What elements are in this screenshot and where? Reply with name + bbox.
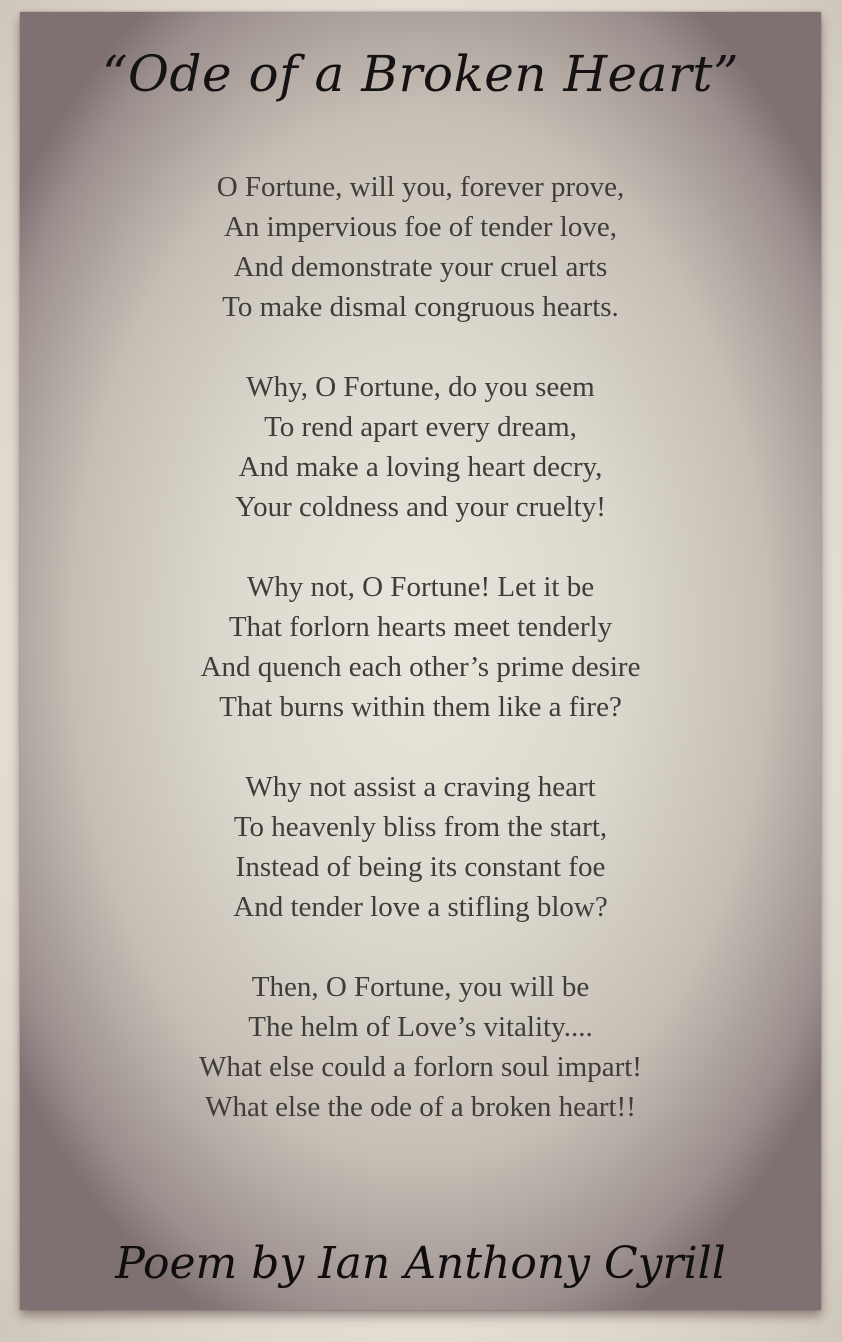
- stanza: [20, 167, 821, 327]
- poem-line: What else could a forlorn soul impart!: [199, 1051, 642, 1083]
- poem-line: To rend apart every dream,: [264, 411, 577, 443]
- poem-body: [20, 167, 821, 1167]
- poem-line: Why not assist a craving heart: [245, 771, 596, 803]
- author-credit: Poem by Ian Anthony Cyrill: [115, 1238, 726, 1289]
- poem-title: “Ode of a Broken Heart”: [101, 45, 740, 103]
- poem-line: To make dismal congruous hearts.: [222, 291, 619, 323]
- stanza: [20, 967, 821, 1127]
- poem-line: And quench each other’s prime desire: [200, 651, 641, 683]
- poem-line: Your coldness and your cruelty!: [235, 491, 606, 523]
- stanza: [20, 567, 821, 727]
- poem-line: To heavenly bliss from the start,: [233, 811, 608, 843]
- poem-card: [20, 12, 821, 1310]
- poem-line: Instead of being its constant foe: [235, 851, 606, 883]
- poem-line: That burns within them like a fire?: [219, 691, 622, 723]
- poem-line: And tender love a stifling blow?: [233, 891, 608, 923]
- stanza: [20, 767, 821, 927]
- poem-line: O Fortune, will you, forever prove,: [216, 171, 625, 203]
- poem-line: And make a loving heart decry,: [238, 451, 603, 483]
- poem-line: That forlorn hearts meet tenderly: [228, 611, 613, 643]
- poem-line: Why, O Fortune, do you seem: [246, 371, 595, 403]
- poem-line: The helm of Love’s vitality....: [248, 1011, 593, 1043]
- poem-line: And demonstrate your cruel arts: [233, 251, 608, 283]
- poem-line: What else the ode of a broken heart!!: [205, 1091, 636, 1123]
- stanza: [20, 367, 821, 527]
- poem-line: An impervious foe of tender love,: [223, 211, 617, 243]
- poem-line: Then, O Fortune, you will be: [251, 971, 590, 1003]
- poem-line: Why not, O Fortune! Let it be: [246, 571, 595, 603]
